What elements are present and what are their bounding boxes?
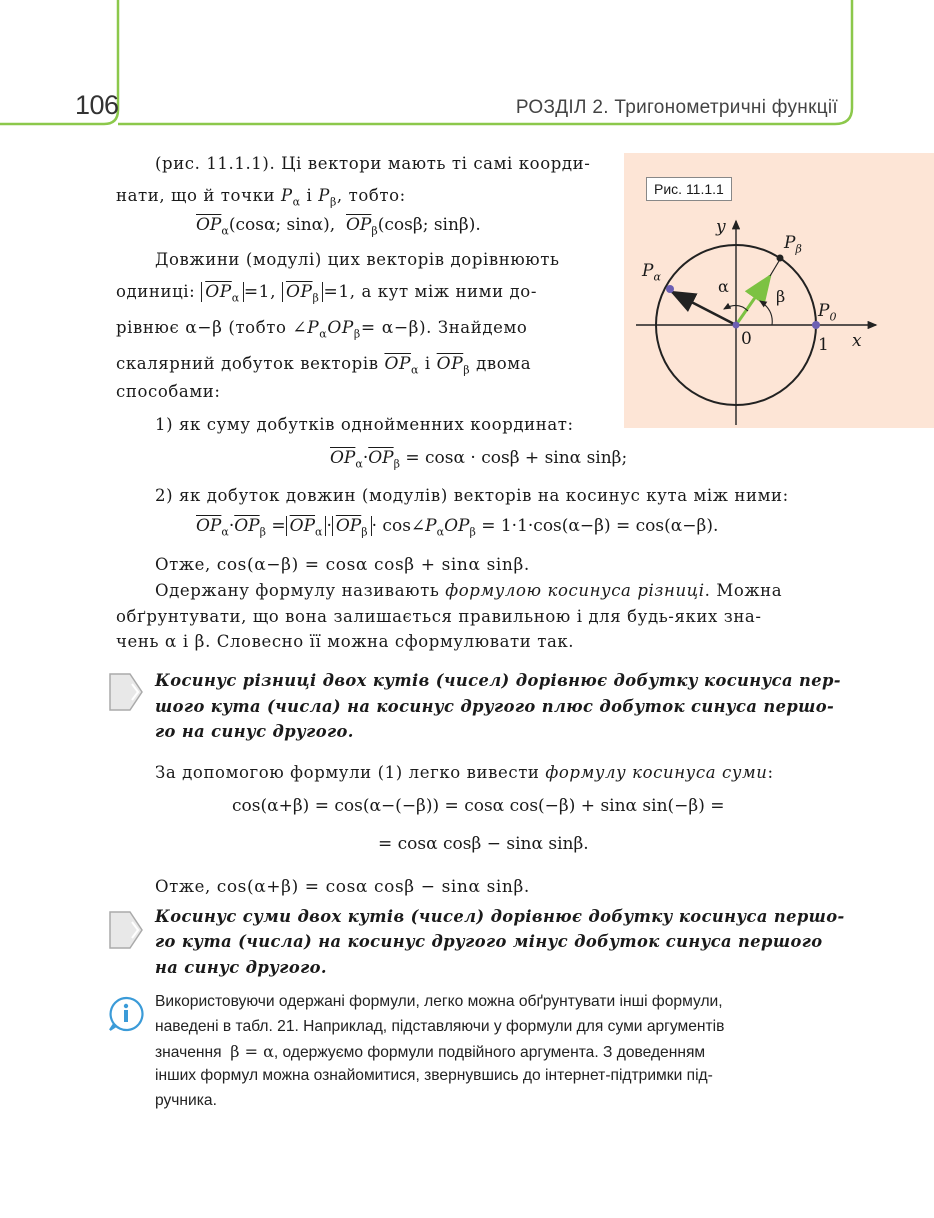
item-2: 2) як добуток довжин (модулів) векторів на косинус кута між ними: <box>155 486 789 505</box>
formula-sum-line2: = cosα cosβ − sinα sinβ. <box>378 834 589 854</box>
rule1-marker-icon <box>108 672 144 712</box>
label-p-alpha: $P_\alpha$ <box>642 261 661 284</box>
formula-dot-lengths: $\overline{OP}_\alpha\cdot\overline{OP}_\beta = \overline{OP}_\alpha \cdot \overline{OP}_\beta$ · $\cos\angle P_\alpha OP_\beta = 1\cdot 1\cdot\cos(\alpha-\beta) = \cos(\alpha-\beta)$. <box>196 516 719 539</box>
rule2-marker-icon <box>108 910 144 950</box>
p3-line2: обґрунтувати, що вона залишається правильною і для будь-яких зна- <box>116 607 762 626</box>
label-p-beta: $P_\beta$ <box>784 233 802 256</box>
point-origin <box>733 322 740 329</box>
point-p-alpha <box>666 285 674 293</box>
therefore-1: Отже, cos(α−β) = cosα cosβ + sinα sinβ. <box>155 555 530 575</box>
info-line3: значення β = α, одержуємо формули подвійного аргумента. З доведенням <box>155 1042 706 1061</box>
rule2-line2: го кута (числа) на косинус другого мінус добуток синуса першого <box>155 932 823 951</box>
p2-line5: способами: <box>116 382 221 401</box>
info-icon <box>106 996 146 1032</box>
p2-line4: скалярний добуток векторів $\overline{OP}_\alpha$ і $\overline{OP}_\beta$ двома <box>116 354 532 377</box>
p4: За допомогою формули (1) легко вивести формулу косинуса суми: <box>155 763 774 782</box>
p2-line3: рівнює α−β (тобто $\angle P_\alpha OP_\beta= \alpha-\beta$). Знайдемо <box>116 318 528 341</box>
p3-line3: чень α і β. Словесно її можна сформулювати так. <box>116 632 575 652</box>
rule1-line1: Косинус різниці двох кутів (чисел) дорівнює добутку косинуса пер- <box>155 671 841 690</box>
beta-arc <box>760 301 772 325</box>
info-line2: наведені в табл. 21. Наприклад, підставляючи у формули для суми аргументів <box>155 1018 725 1035</box>
label-y: y <box>716 217 726 237</box>
info-line1: Використовуючи одержані формули, легко можна обґрунтувати інші формули, <box>155 993 723 1010</box>
label-alpha: α <box>718 277 729 296</box>
page-number: 106 <box>75 90 119 120</box>
therefore-2: Отже, cos(α+β) = cosα cosβ − sinα sinβ. <box>155 877 530 897</box>
label-p0: $P_0$ <box>818 301 837 324</box>
p2-line2: одиниці: $\overline{OP}_\alpha =1$, $\overline{OP}_\beta =1$, а кут між ними до- <box>116 282 537 305</box>
rule2-line1: Косинус суми двох кутів (чисел) дорівнює добутку косинуса першо- <box>155 907 845 926</box>
info-line5: ручника. <box>155 1092 217 1109</box>
vector-op-beta <box>736 276 770 325</box>
label-x: x <box>852 331 862 351</box>
p1-line1: (рис. 11.1.1). Ці вектори мають ті самі коорди- <box>155 154 591 173</box>
p3-line1: Одержану формулу називають формулою косинуса різниці. Можна <box>155 581 783 600</box>
label-origin: 0 <box>741 329 752 349</box>
section-title: РОЗДІЛ 2. Тригонометричні функції <box>515 97 838 118</box>
rule1-line2: шого кута (числа) на косинус другого плюс добуток синуса першо- <box>155 697 835 716</box>
figure-11-1-1 <box>624 153 934 428</box>
p2-line1: Довжини (модулі) цих векторів дорівнюють <box>155 250 560 269</box>
formula-coords: $\overline{OP}_\alpha(\cos\alpha$; sinα), $\overline{OP}_\beta(\cos\beta$; sinβ). <box>196 215 481 238</box>
label-one: 1 <box>818 335 829 355</box>
formula-sum-line1: cos(α+β) = cos(α−(−β)) = cosα cos(−β) + sinα sin(−β) = <box>232 796 725 816</box>
figure-caption: Рис. 11.1.1 <box>646 177 732 201</box>
info-line4: інших формул можна ознайомитися, звернувшись до інтернет-підтримки під- <box>155 1067 713 1084</box>
rule2-line3: на синус другого. <box>155 958 327 977</box>
item-1: 1) як суму добутків однойменних координат: <box>155 415 574 434</box>
formula-dot-coords: $\overline{OP}_\alpha\cdot\overline{OP}_\beta = \cos\alpha \cdot \cos\beta + \sin\alpha$ sinβ; <box>330 448 628 471</box>
rule1-line3: го на синус другого. <box>155 722 354 741</box>
op-beta-tail <box>770 261 779 276</box>
p1-line2: нати, що й точки $P_\alpha$ і $P_\beta$, тобто: <box>116 186 406 209</box>
point-p-beta <box>777 255 784 262</box>
vector-op-alpha <box>672 292 736 325</box>
label-beta: β <box>776 287 786 306</box>
